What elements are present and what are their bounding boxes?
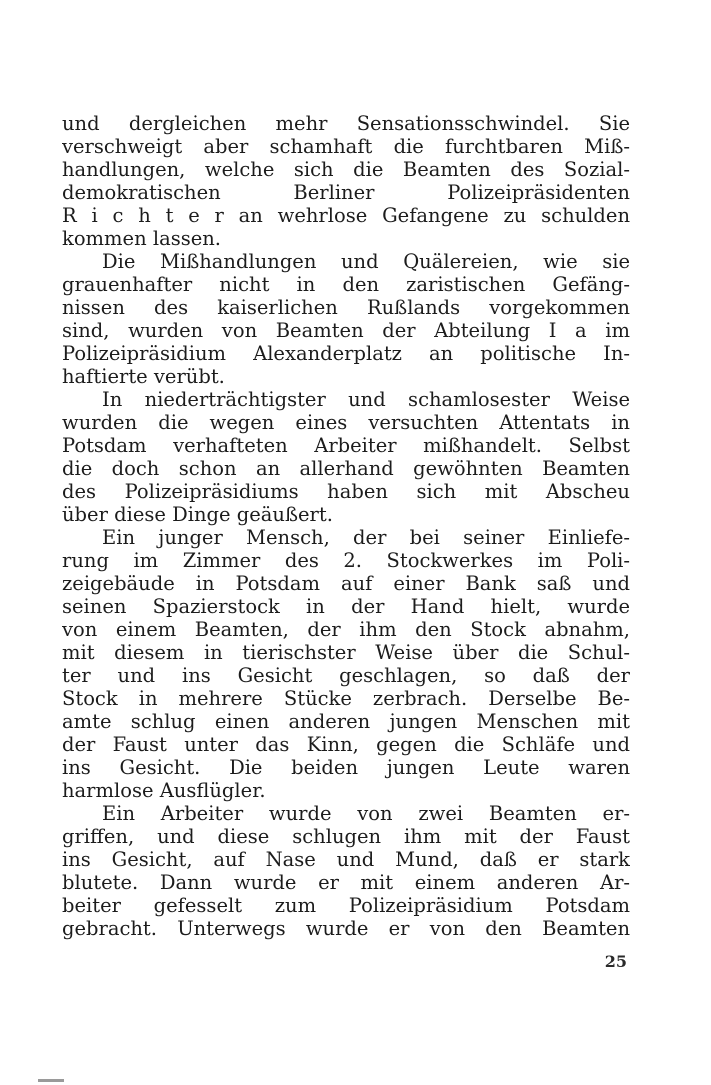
text-line: von einem Beamten, der ihm den Stock abnahm,	[62, 619, 630, 641]
text-line: blutete. Dann wurde er mit einem anderen Ar-	[62, 872, 630, 894]
text-line: handlungen, welche sich die Beamten des Sozial-	[62, 159, 630, 181]
text-line: über diese Dinge geäußert.	[62, 504, 333, 526]
text-line: des Polizeipräsidiums haben sich mit Abscheu	[62, 481, 630, 503]
text-line: sind, wurden von Beamten der Abteilung I a im	[62, 320, 630, 342]
text-line: nissen des kaiserlichen Rußlands vorgekommen	[62, 297, 630, 319]
text-line: kommen lassen.	[62, 228, 222, 250]
paragraph-start-line: Die Mißhandlungen und Quälereien, wie sie	[102, 251, 630, 273]
text-line: gebracht. Unterwegs wurde er von den Beamten	[62, 918, 630, 940]
text-line: amte schlug einen anderen jungen Menschen mit	[62, 711, 630, 733]
page-number: 25	[604, 952, 627, 971]
text-line: haftierte verübt.	[62, 366, 225, 388]
text-line: Polizeipräsidium Alexanderplatz an politische In-	[62, 343, 630, 365]
text-line: zeigebäude in Potsdam auf einer Bank saß und	[62, 573, 630, 595]
paragraph-start-line: Ein junger Mensch, der bei seiner Einliefe-	[102, 527, 630, 549]
text-line: seinen Spazierstock in der Hand hielt, wurde	[62, 596, 630, 618]
paragraph-start-line: In niederträchtigster und schamlosester Weise	[102, 389, 630, 411]
text-line: demokratischen Berliner Polizeipräsidenten	[62, 182, 630, 204]
text-line: rung im Zimmer des 2. Stockwerkes im Poli-	[62, 550, 630, 572]
text-line: R i c h t e r an wehrlose Gefangene zu schulden	[62, 205, 630, 227]
text-line: Potsdam verhafteten Arbeiter mißhandelt. Selbst	[62, 435, 630, 457]
text-line: die doch schon an allerhand gewöhnten Beamten	[62, 458, 630, 480]
text-line: verschweigt aber schamhaft die furchtbaren Miß-	[62, 136, 630, 158]
text-line: und dergleichen mehr Sensationsschwindel. Sie	[62, 113, 630, 135]
text-line: der Faust unter das Kinn, gegen die Schläfe und	[62, 734, 630, 756]
paragraph-start-line: Ein Arbeiter wurde von zwei Beamten er-	[102, 803, 630, 825]
text-line: ter und ins Gesicht geschlagen, so daß der	[62, 665, 630, 687]
text-line: griffen, und diese schlugen ihm mit der Faust	[62, 826, 630, 848]
text-line: mit diesem in tierischster Weise über die Schul-	[62, 642, 630, 664]
text-line: ins Gesicht. Die beiden jungen Leute waren	[62, 757, 630, 779]
scan-edge-mark	[38, 1079, 64, 1082]
text-line: grauenhafter nicht in den zaristischen Gefäng-	[62, 274, 630, 296]
text-line: wurden die wegen eines versuchten Attentats in	[62, 412, 630, 434]
text-line: harmlose Ausflügler.	[62, 780, 266, 802]
text-line: beiter gefesselt zum Polizeipräsidium Potsdam	[62, 895, 630, 917]
text-line: ins Gesicht, auf Nase und Mund, daß er stark	[62, 849, 630, 871]
text-line: Stock in mehrere Stücke zerbrach. Derselbe Be-	[62, 688, 630, 710]
